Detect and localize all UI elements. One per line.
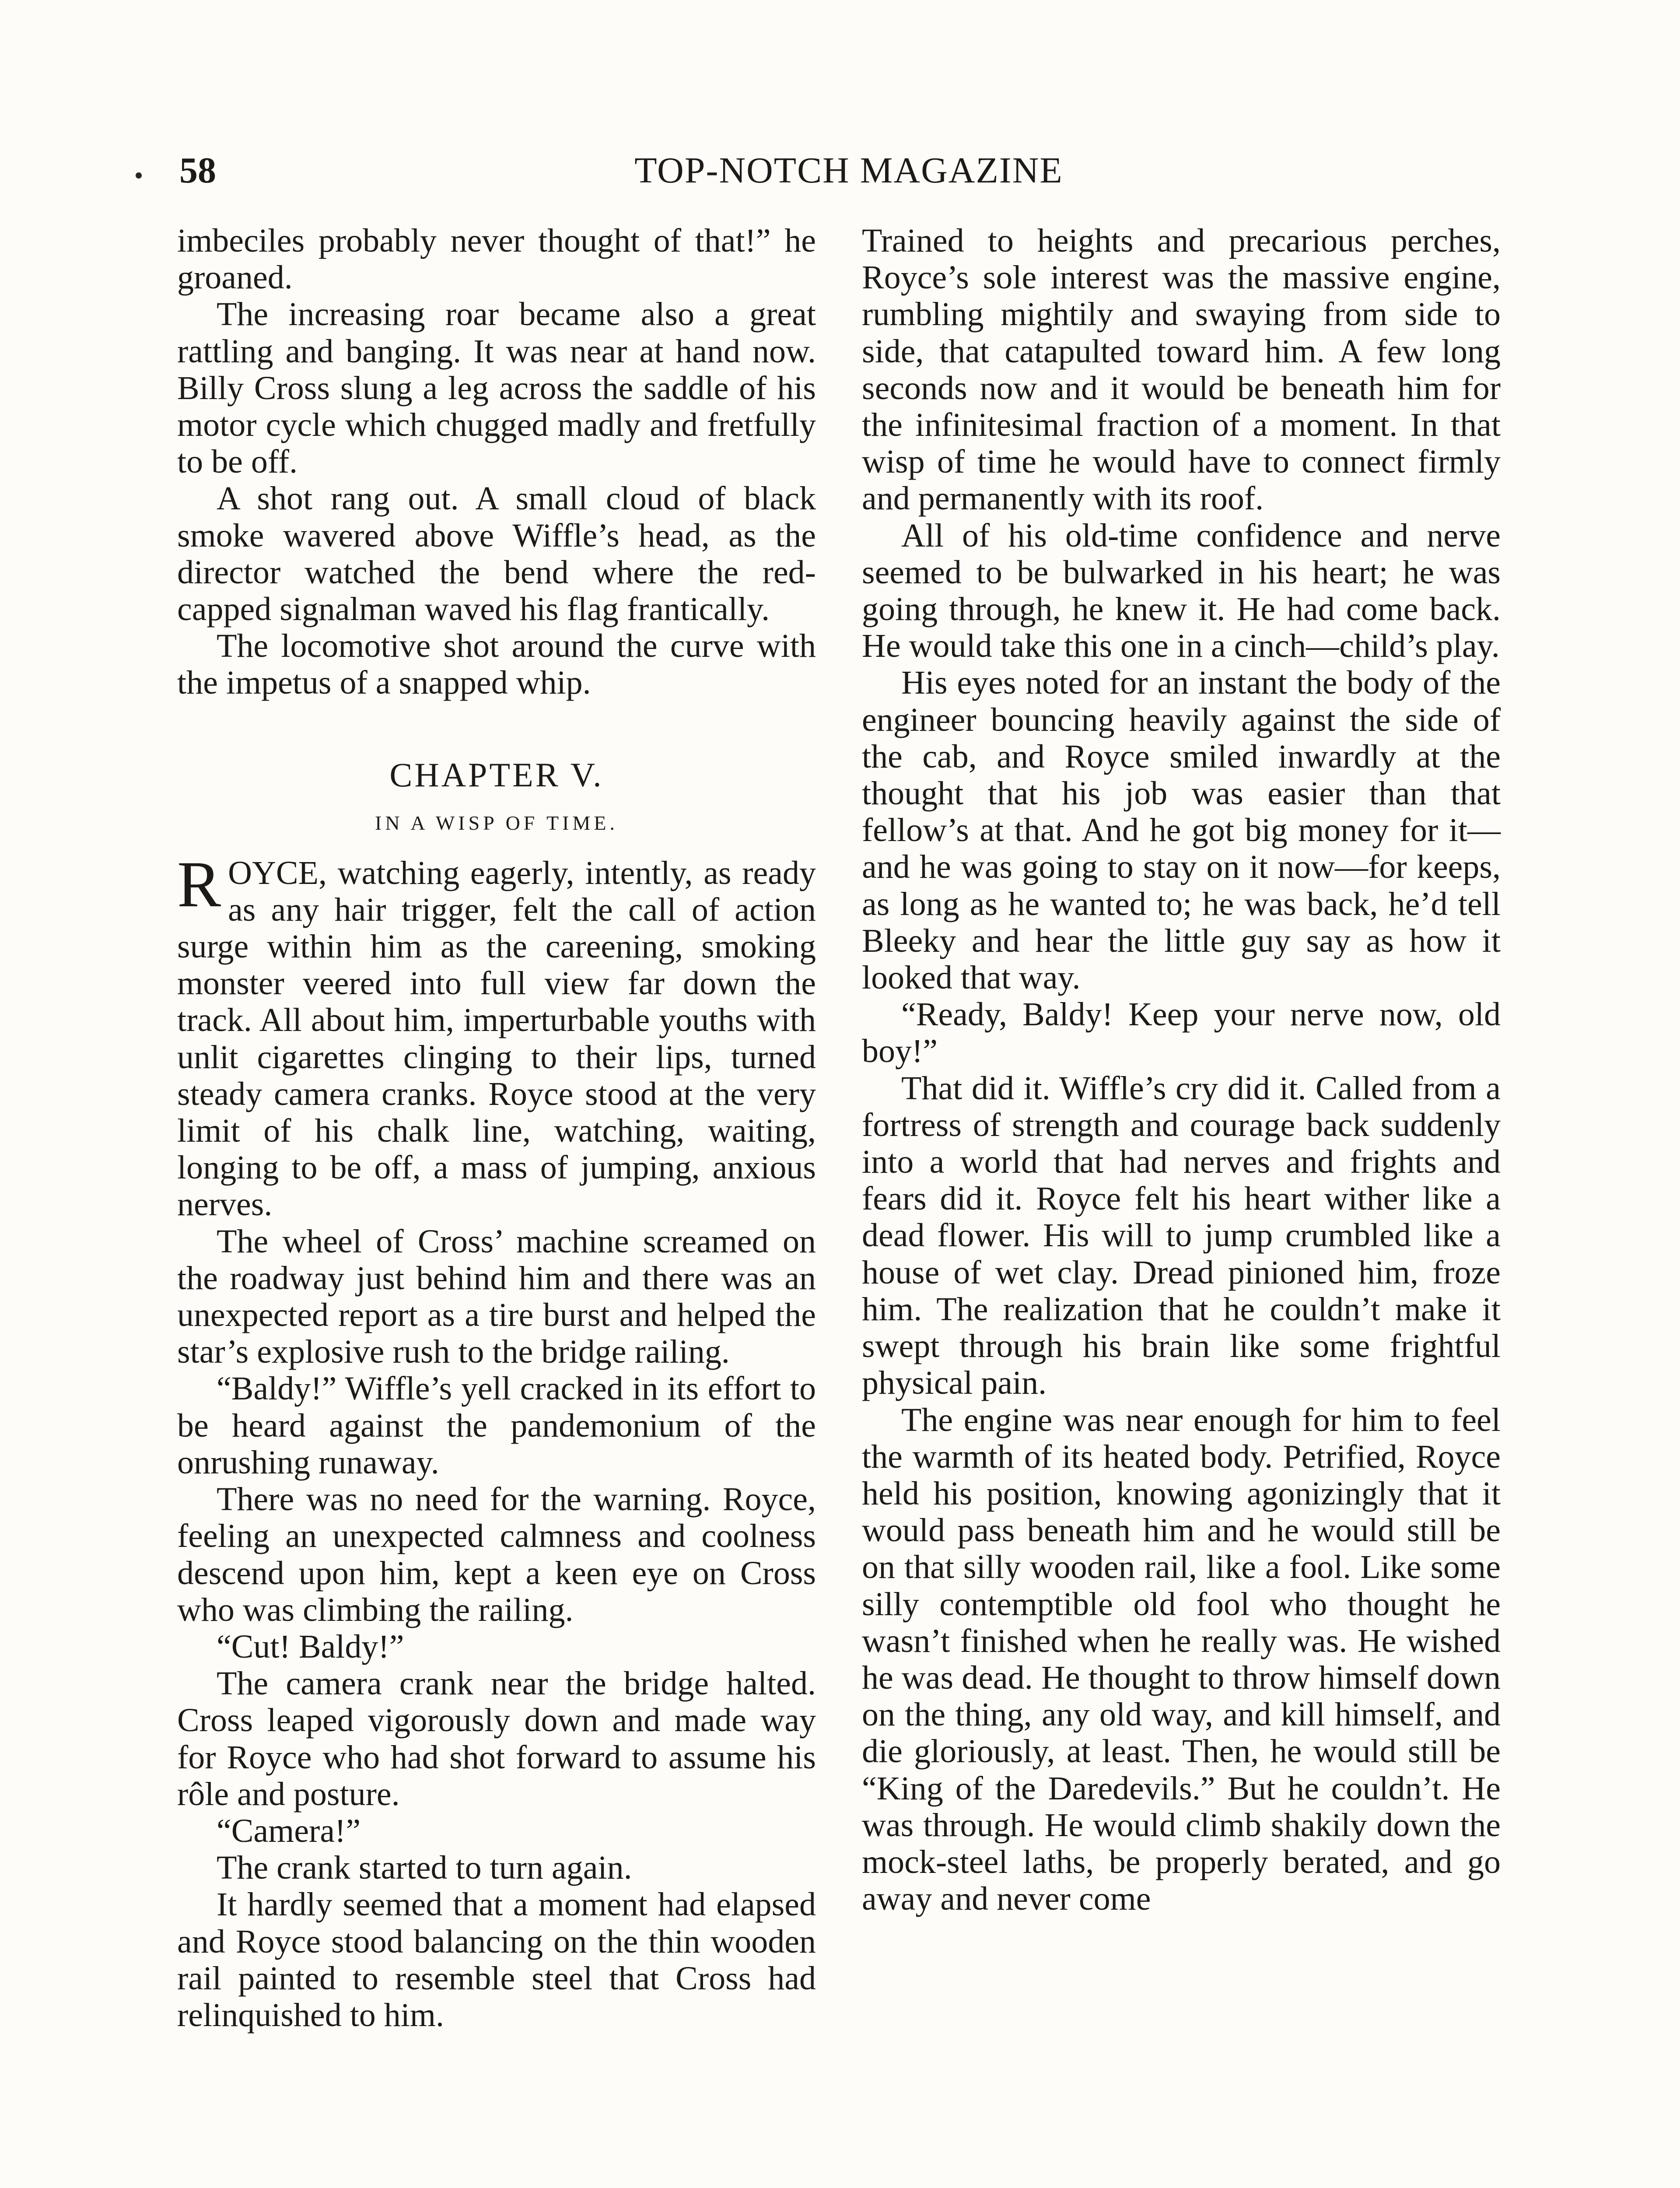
paragraph: His eyes noted for an instant the body of the engineer bouncing heavily against the side of the cab, and Royce smiled inwardly at the thought that his job was easier than that fellow’s at that. And he got big money for it—and he was going to stay on it now—for keeps, as long as he wanted to; he was back, he’d tell Bleeky and hear the little guy say as how it looked that way. — [862, 664, 1501, 996]
paragraph: The increasing roar became also a great rattling and banging. It was near at hand now. Billy Cross slung a leg across the saddle of his motor cycle which chugged madly and fretfully to be off. — [177, 296, 816, 480]
paragraph: The camera crank near the bridge halted. Cross leaped vigorously down and made way for Royce who had shot forward to assume his rôle and posture. — [177, 1665, 816, 1813]
paragraph: “Ready, Baldy! Keep your nerve now, old boy!” — [862, 996, 1501, 1070]
opening-paragraph — [177, 848, 816, 1223]
paragraph: “Camera!” — [217, 1812, 361, 1849]
paragraph: That did it. Wiffle’s cry did it. Called from a fortress of strength and courage back suddenly into a world that had nerves and frights and fears did it. Royce felt his heart wither like a dead flower. His will to jump crumbled like a house of wet clay. Dread pinioned him, froze him. The realization that he couldn’t make it swept through his brain like some frightful physical pain. — [862, 1069, 1501, 1402]
left-column — [177, 222, 816, 2034]
paragraph: Trained to heights and precarious perches, Royce’s sole interest was the massive engine, rumbling mightily and swaying from side to side, that catapulted toward him. A few long seconds now and it would be beneath him for the infinitesimal fraction of a moment. In that wisp of time he would have to connect firmly and permanently with its roof. — [862, 222, 1501, 517]
paragraph: imbeciles probably never thought of that!” he groaned. — [177, 222, 816, 296]
paragraph: The crank started to turn again. — [217, 1849, 632, 1886]
paragraph: All of his old-time confidence and nerve seemed to be bulwarked in his heart; he was going through, he knew it. He had come back. He would take this one in a cinch—child’s play. — [862, 517, 1501, 665]
running-head — [166, 144, 1531, 201]
magazine-title: TOP-NOTCH MAGAZINE — [634, 150, 1063, 191]
paragraph: The engine was near enough for him to feel the warmth of its heated body. Petrified, Royce held his position, knowing agonizingly that it would pass beneath him and he would still be on that silly wooden rail, like a fool. Like some silly contemptible old fool who thought he wasn’t finished when he really was. He wished he was dead. He thought to throw himself down on the thing, any old way, and kill himself, and die gloriously, at least. Then, he would still be “King of the Daredevils.” But he couldn’t. He was through. He would climb shakily down the mock-steel laths, be properly berated, and go away and never come — [862, 1401, 1501, 1918]
paragraph: The wheel of Cross’ machine screamed on the roadway just behind him and there was an unexpected report as a tire burst and helped the star’s explosive rush to the bridge railing. — [177, 1223, 816, 1371]
page-number: 58 — [179, 150, 216, 191]
chapter-title: CHAPTER V. — [389, 755, 604, 794]
opening-paragraph-text: OYCE, watching eagerly, intently, as ready as any hair trigger, felt the call of action surge within him as the careening, smoking monster veered into full view far down the track. All about him, imperturbable youths with unlit cigarettes clinging to their lips, turned steady camera cranks. Royce stood at the very limit of his chalk line, watching, waiting, longing to be off, a mass of jumping, anxious nerves. — [177, 854, 816, 1223]
paragraph: The locomotive shot around the curve with the impetus of a snapped whip. — [177, 628, 816, 701]
paragraph: There was no need for the warning. Royce, feeling an unexpected calmness and coolness descend upon him, kept a keen eye on Cross who was climbing the railing. — [177, 1481, 816, 1628]
chapter-subtitle: IN A WISP OF TIME. — [375, 811, 618, 834]
paragraph: “Cut! Baldy!” — [217, 1628, 404, 1665]
margin-dot — [136, 172, 142, 179]
drop-cap: R — [177, 848, 221, 921]
paragraph: A shot rang out. A small cloud of black smoke wavered above Wiffle’s head, as the director watched the bend where the red-capped signalman waved his flag frantically. — [177, 480, 816, 628]
paragraph: “Baldy!” Wiffle’s yell cracked in its effort to be heard against the pandemonium of the onrushing runaway. — [177, 1370, 816, 1481]
paragraph: It hardly seemed that a moment had elapsed and Royce stood balancing on the thin wooden rail painted to resemble steel that Cross had relinquished to him. — [177, 1886, 816, 2034]
right-column — [862, 222, 1501, 1917]
